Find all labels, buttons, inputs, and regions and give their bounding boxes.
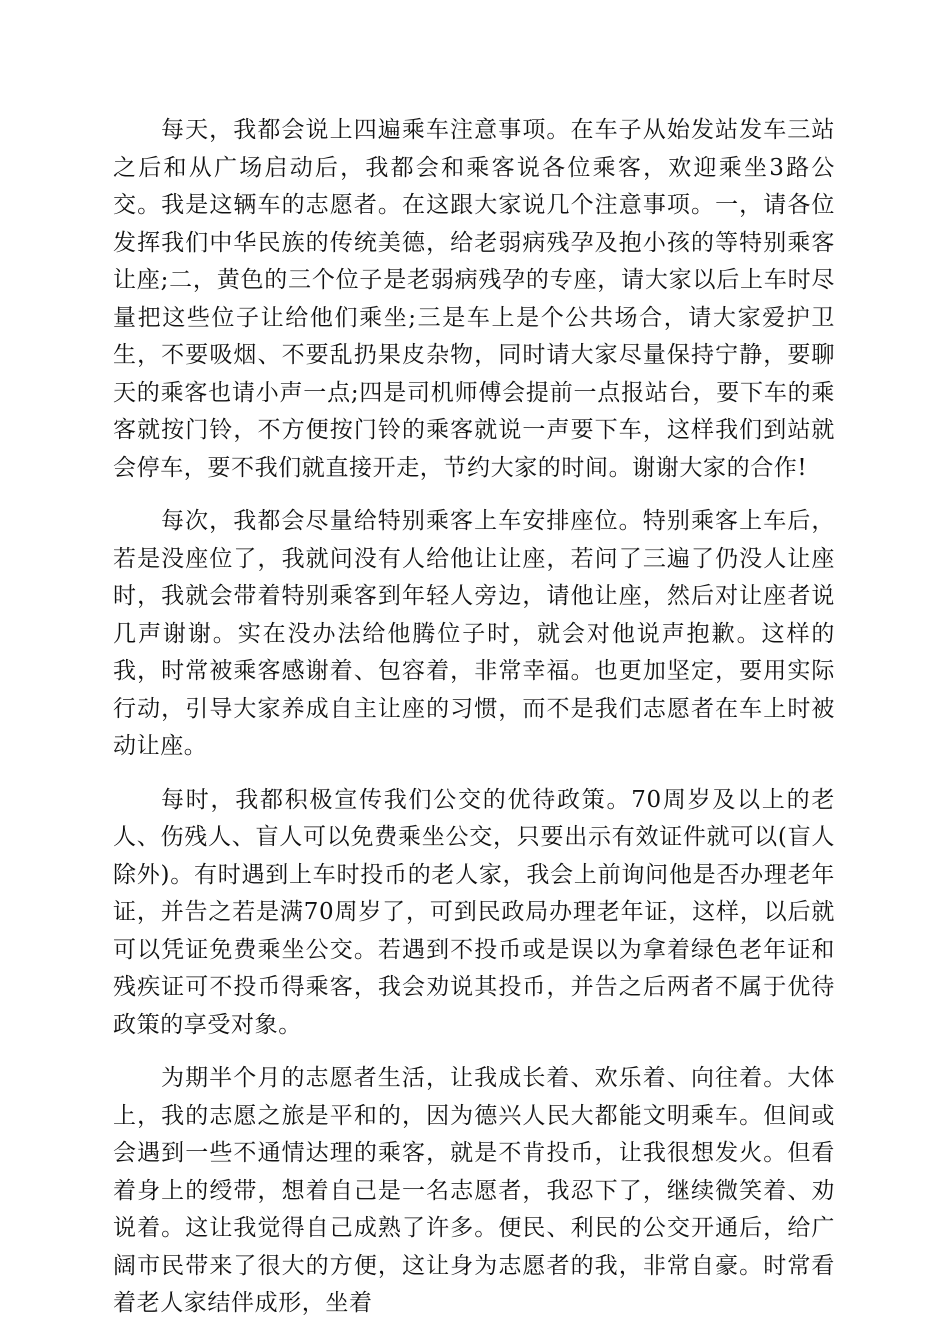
paragraph-3: 每时，我都积极宣传我们公交的优待政策。70周岁及以上的老人、伤残人、盲人可以免费乘坐公交，只要出示有效证件就可以(盲人除外)。有时遇到上车时投币的老人家，我会上前询问他是否办理老年证，并告之若是满70周岁了，可到民政局办理老年证，这样，以后就可以凭证免费乘坐公交。若遇到不投币或是误以为拿着绿色老年证和残疾证可不投币得乘客，我会劝说其投币，并告之后两者不属于优待政策的享受对象。 xyxy=(113,786,835,1038)
document-body xyxy=(113,112,835,1339)
paragraph-2: 每次，我都会尽量给特别乘客上车安排座位。特别乘客上车后，若是没座位了，我就问没有人给他让让座，若问了三遍了仍没人让座时，我就会带着特别乘客到年轻人旁边，请他让座，然后对让座者说几声谢谢。实在没办法给他腾位子时，就会对他说声抱歉。这样的我，时常被乘客感谢着、包容着，非常幸福。也更加坚定，要用实际行动，引导大家养成自主让座的习惯，而不是我们志愿者在车上时被动让座。 xyxy=(113,508,835,759)
paragraph-4: 为期半个月的志愿者生活，让我成长着、欢乐着、向往着。大体上，我的志愿之旅是平和的，因为德兴人民大都能文明乘车。但间或会遇到一些不通情达理的乘客，就是不肯投币，让我很想发火。但看着身上的绶带，想着自己是一名志愿者，我忍下了，继续微笑着、劝说着。这让我觉得自己成熟了许多。便民、利民的公交开通后，给广阔市民带来了很大的方便，这让身为志愿者的我，非常自豪。时常看着老人家结伴成形，坐着 xyxy=(113,1065,835,1316)
paragraph-1: 每天，我都会说上四遍乘车注意事项。在车子从始发站发车三站之后和从广场启动后，我都会和乘客说各位乘客，欢迎乘坐3路公交。我是这辆车的志愿者。在这跟大家说几个注意事项。一，请各位发挥我们中华民族的传统美德，给老弱病残孕及抱小孩的等特别乘客让座;二，黄色的三个位子是老弱病残孕的专座，请大家以后上车时尽量把这些位子让给他们乘坐;三是车上是个公共场合，请大家爱护卫生，不要吸烟、不要乱扔果皮杂物，同时请大家尽量保持宁静，要聊天的乘客也请小声一点;四是司机师傅会提前一点报站台，要下车的乘客就按门铃，不方便按门铃的乘客就说一声要下车，这样我们到站就会停车，要不我们就直接开走，节约大家的时间。谢谢大家的合作! xyxy=(113,117,835,481)
